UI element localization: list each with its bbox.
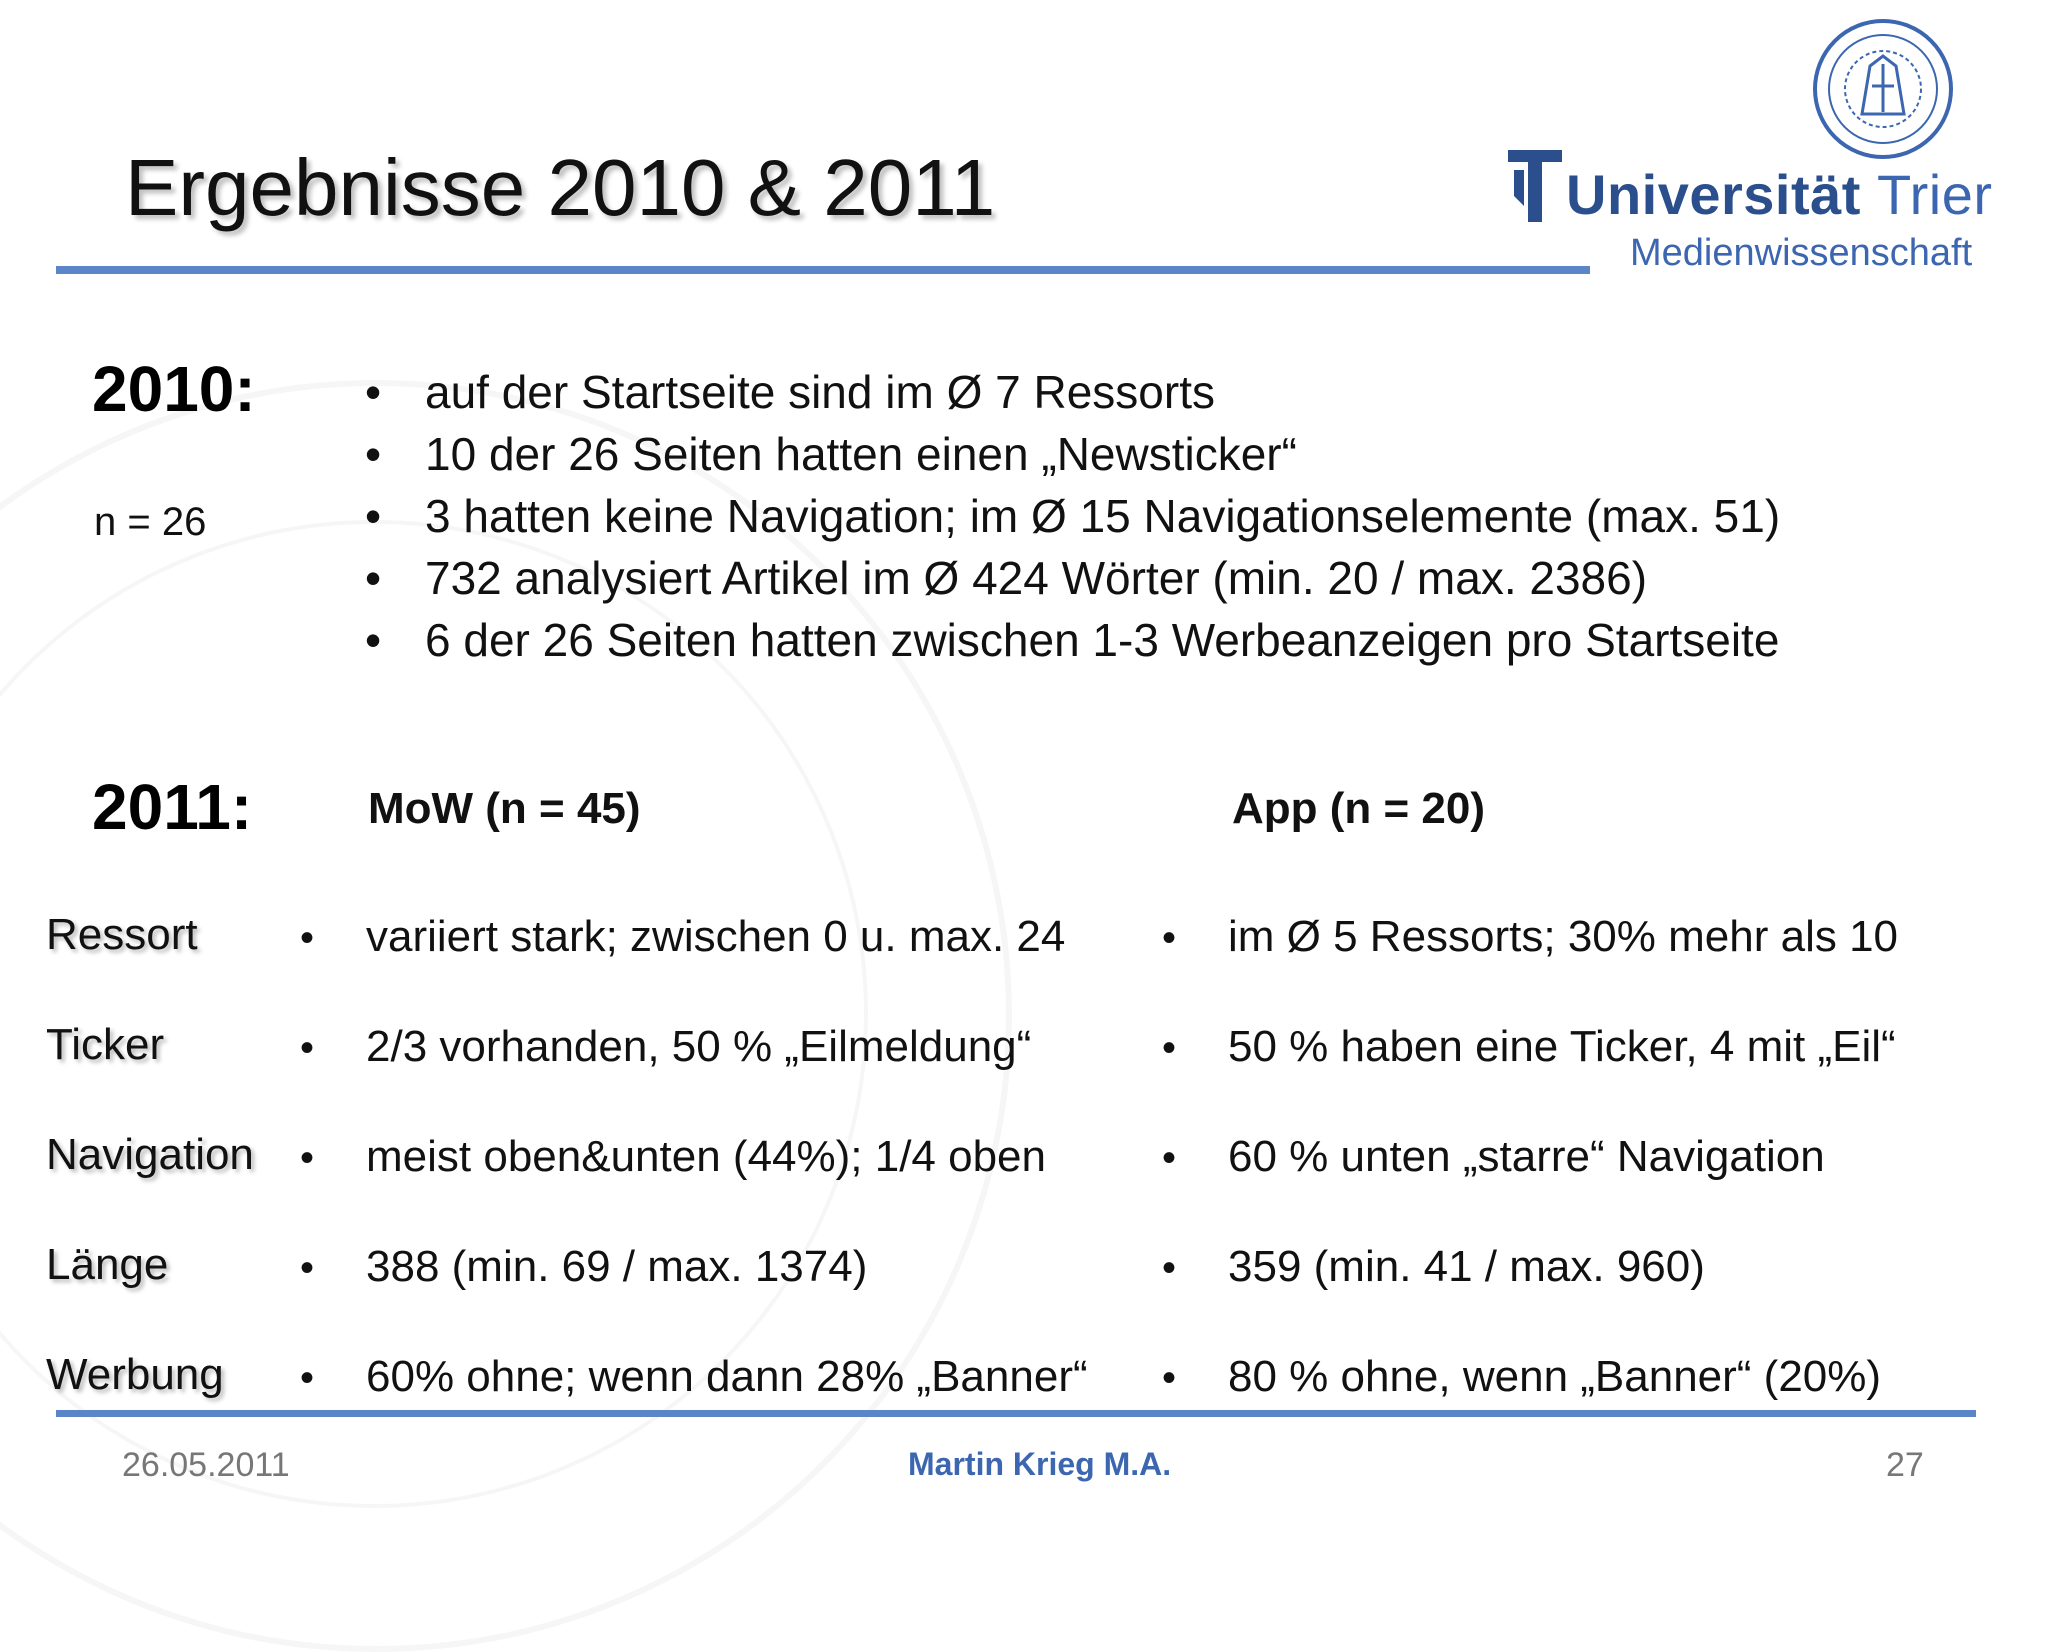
footer-date: 26.05.2011 <box>122 1446 290 1484</box>
bullet-icon: • <box>300 1246 315 1290</box>
year-2011-label: 2011: <box>92 771 253 843</box>
column-header-mow: MoW (n = 45) <box>368 784 641 833</box>
column-header-app: App (n = 20) <box>1232 784 1486 833</box>
bullet-icon: • <box>365 490 382 542</box>
footer-author: Martin Krieg M.A. <box>908 1446 1172 1482</box>
cell-app-ressort: im Ø 5 Ressorts; 30% mehr als 10 <box>1228 912 1899 961</box>
list-item: • 6 der 26 Seiten hatten zwischen 1-3 Werbeanzeigen pro Startseite <box>425 609 1780 671</box>
sample-size-2010: n = 26 <box>94 500 207 544</box>
list-item: • auf der Startseite sind im Ø 7 Ressorts <box>425 361 1780 423</box>
row-label-navigation: Navigation <box>46 1130 254 1179</box>
page-number: 27 <box>1886 1446 1924 1484</box>
bullet-icon: • <box>1162 916 1177 960</box>
list-item: • 732 analysiert Artikel im Ø 424 Wörter (min. 20 / max. 2386) <box>425 547 1780 609</box>
cell-app-werbung: 80 % ohne, wenn „Banner“ (20%) <box>1228 1352 1882 1401</box>
row-label-laenge: Länge <box>46 1240 169 1289</box>
cell-app-laenge: 359 (min. 41 / max. 960) <box>1228 1242 1705 1291</box>
bullet-icon: • <box>1162 1246 1177 1290</box>
cell-mow-werbung: 60% ohne; wenn dann 28% „Banner“ <box>366 1352 1088 1401</box>
bullet-icon: • <box>1162 1026 1177 1070</box>
bullet-icon: • <box>365 552 382 604</box>
department-name: Medienwissenschaft <box>1630 232 1973 274</box>
cell-mow-ressort: variiert stark; zwischen 0 u. max. 24 <box>366 912 1066 961</box>
university-seal-icon <box>1810 16 1956 162</box>
cell-app-navigation: 60 % unten „starre“ Navigation <box>1228 1132 1825 1181</box>
row-label-ticker: Ticker <box>46 1020 165 1069</box>
bullet-icon: • <box>365 428 382 480</box>
list-item: • 10 der 26 Seiten hatten einen „Newsticker“ <box>425 423 1780 485</box>
cell-mow-laenge: 388 (min. 69 / max. 1374) <box>366 1242 868 1291</box>
cell-app-ticker: 50 % haben eine Ticker, 4 mit „Eil“ <box>1228 1022 1896 1071</box>
bullet-icon: • <box>300 1026 315 1070</box>
bullet-list-2010 <box>365 361 1781 671</box>
row-label-ressort: Ressort <box>46 910 198 959</box>
year-2010-label: 2010: <box>92 353 256 425</box>
university-logo-mark-icon <box>1508 150 1562 222</box>
cell-mow-ticker: 2/3 vorhanden, 50 % „Eilmeldung“ <box>366 1022 1032 1071</box>
bullet-icon: • <box>300 916 315 960</box>
cell-mow-navigation: meist oben&unten (44%); 1/4 oben <box>366 1132 1047 1181</box>
list-item: • 3 hatten keine Navigation; im Ø 15 Navigationselemente (max. 51) <box>425 485 1780 547</box>
bullet-icon: • <box>1162 1356 1177 1400</box>
footer-rule <box>56 1410 1976 1417</box>
bullet-icon: • <box>365 366 382 418</box>
university-name-bold: Universität <box>1566 163 1861 226</box>
title-underline <box>56 266 1590 274</box>
bullet-icon: • <box>365 614 382 666</box>
bullet-icon: • <box>300 1356 315 1400</box>
university-name <box>1566 162 1993 227</box>
slide-title: Ergebnisse 2010 & 2011 <box>125 143 996 232</box>
row-label-werbung: Werbung <box>46 1350 224 1399</box>
university-name-light: Trier <box>1877 163 1993 226</box>
bullet-icon: • <box>1162 1136 1177 1180</box>
bullet-icon: • <box>300 1136 315 1180</box>
